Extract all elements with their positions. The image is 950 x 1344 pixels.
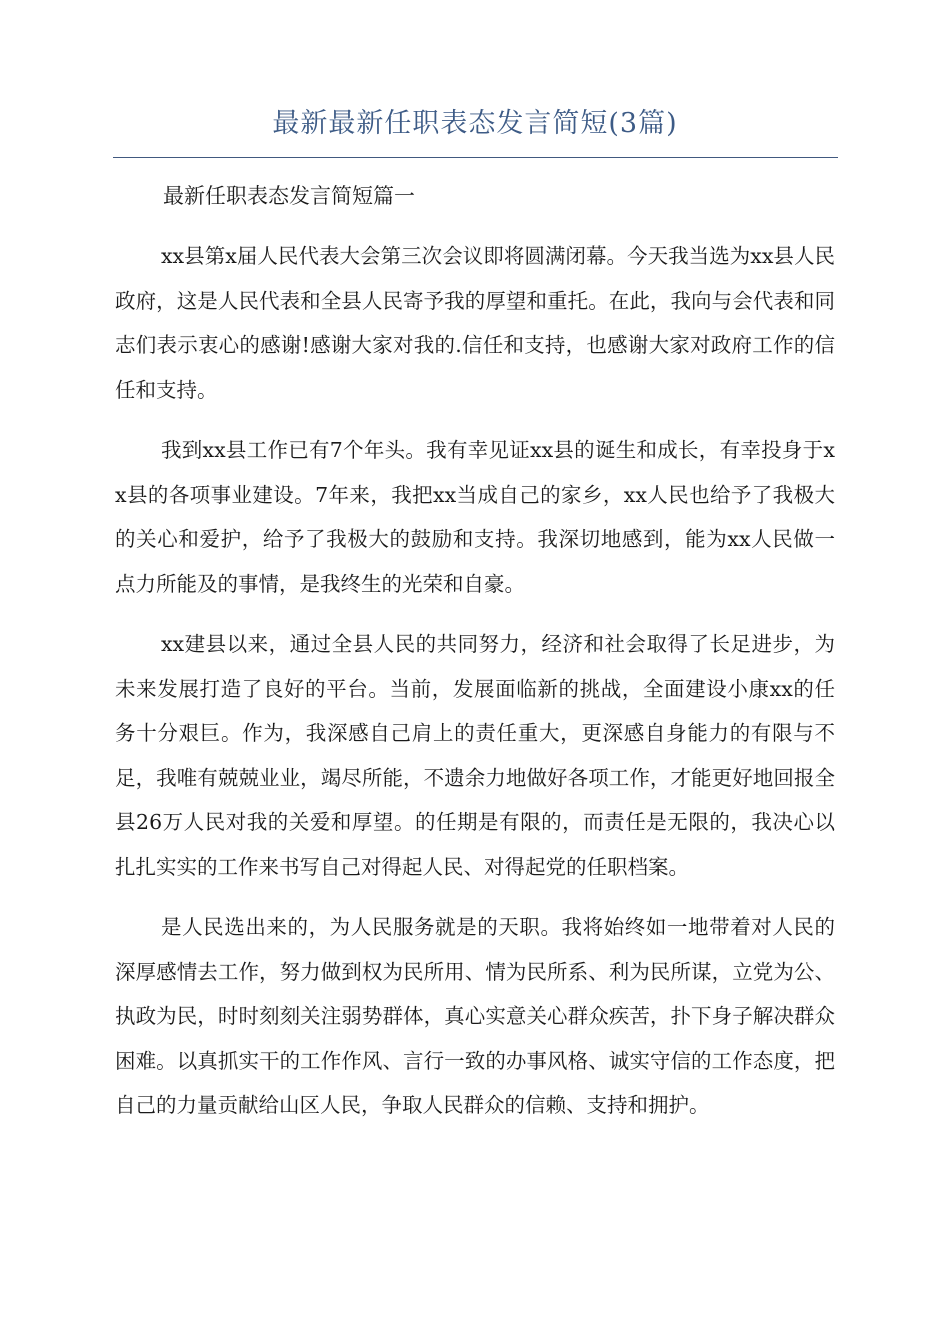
paragraph-2: 我到xx县工作已有7个年头。我有幸见证xx县的诞生和成长，有幸投身于xx县的各项事业建设。7年来，我把xx当成自己的家乡，xx人民也给予了我极大的关心和爱护，给予了我极大的鼓励和支持。我深切地感到，能为xx人民做一点力所能及的事情，是我终生的光荣和自豪。 <box>115 438 835 596</box>
document-title: 最新最新任职表态发言简短(3篇) <box>272 108 678 139</box>
section-heading: 最新任职表态发言简短篇一 <box>163 184 415 208</box>
title-divider <box>113 157 838 158</box>
document-body <box>115 174 835 1128</box>
paragraph-1: xx县第x届人民代表大会第三次会议即将圆满闭幕。今天我当选为xx县人民政府，这是人民代表和全县人民寄予我的厚望和重托。在此，我向与会代表和同志们表示衷心的感谢!感谢大家对我的.信任和支持，也感谢大家对政府工作的信任和支持。 <box>115 244 835 402</box>
paragraph-4: 是人民选出来的，为人民服务就是的天职。我将始终如一地带着对人民的深厚感情去工作，努力做到权为民所用、情为民所系、利为民所谋，立党为公、执政为民，时时刻刻关注弱势群体，真心实意关心群众疾苦，扑下身子解决群众困难。以真抓实干的工作作风、言行一致的办事风格、诚实守信的工作态度，把自己的力量贡献给山区人民，争取人民群众的信赖、支持和拥护。 <box>115 915 835 1117</box>
paragraph-3: xx建县以来，通过全县人民的共同努力，经济和社会取得了长足进步，为未来发展打造了良好的平台。当前，发展面临新的挑战，全面建设小康xx的任务十分艰巨。作为，我深感自己肩上的责任重大，更深感自身能力的有限与不足，我唯有兢兢业业，竭尽所能，不遗余力地做好各项工作，才能更好地回报全县26万人民对我的关爱和厚望。的任期是有限的，而责任是无限的，我决心以扎扎实实的工作来书写自己对得起人民、对得起党的任职档案。 <box>115 632 835 879</box>
